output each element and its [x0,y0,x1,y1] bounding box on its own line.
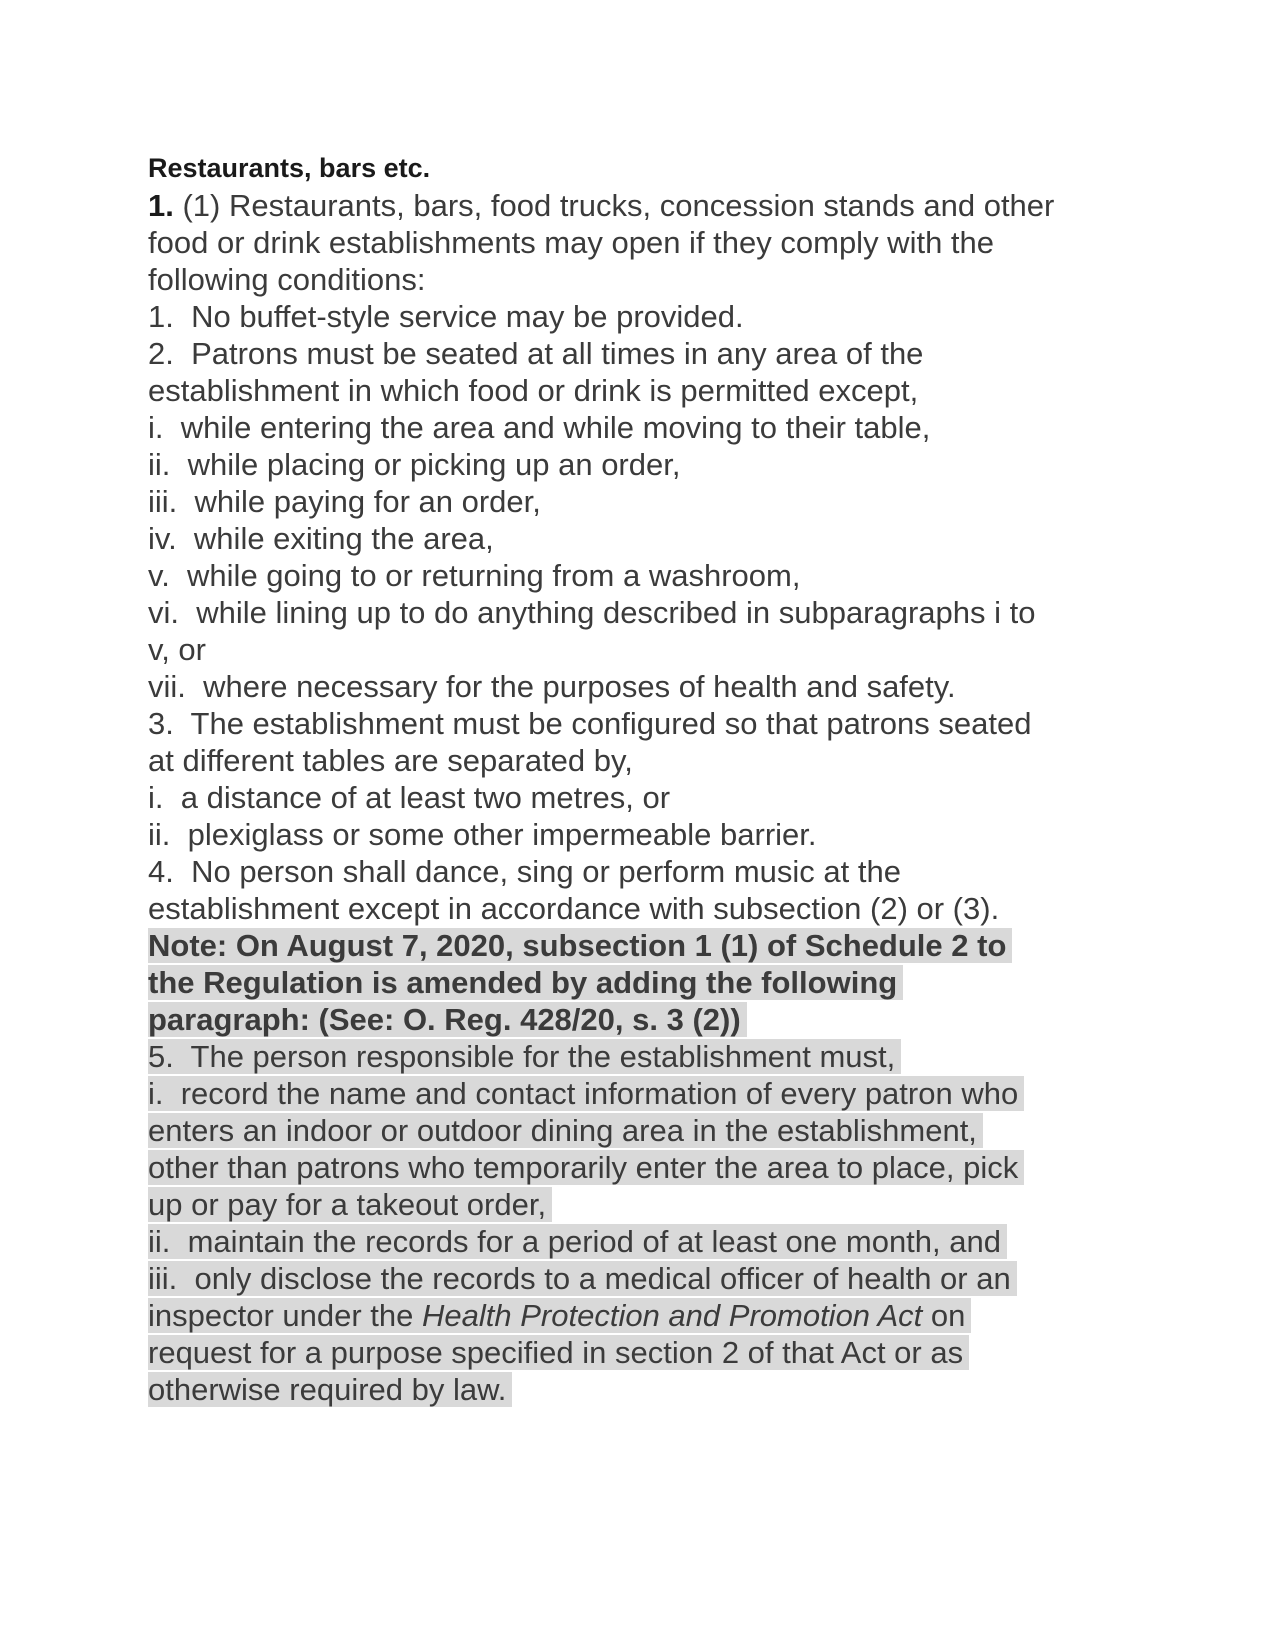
section-heading: Restaurants, bars etc. [148,153,431,183]
amendment-note-line [148,1001,1148,1038]
section-intro-line: following conditions: [148,262,426,297]
subparagraph-line: vi. while lining up to do anything described in subparagraphs i to [148,595,1036,630]
amended-paragraph-line [148,1260,1148,1297]
paragraph-line: establishment except in accordance with subsection (2) or (3). [148,891,1000,926]
highlighted-text: up or pay for a takeout order, [148,1187,552,1222]
amendment-note-line [148,927,1148,964]
highlighted-text: ii. maintain the records for a period of at least one month, and [148,1224,1007,1259]
act-line-after: on [922,1298,966,1333]
subparagraph-line: vii. where necessary for the purposes of health and safety. [148,669,956,704]
act-line-before: inspector under the [148,1298,423,1333]
subparagraph-line: i. while entering the area and while moving to their table, [148,410,931,445]
section-intro-text: (1) Restaurants, bars, food trucks, concession stands and other [173,188,1055,223]
subparagraph-line: iv. while exiting the area, [148,521,494,556]
highlighted-text: other than patrons who temporarily enter the area to place, pick [148,1150,1024,1185]
section-intro-line [148,187,1148,224]
amended-paragraph-line [148,1038,1148,1075]
highlighted-text: 5. The person responsible for the establishment must, [148,1039,901,1074]
amended-paragraph-line [148,1149,1148,1186]
amended-paragraph-line [148,1075,1148,1112]
highlighted-text: iii. only disclose the records to a medical officer of health or an [148,1261,1017,1296]
amended-paragraph-line [148,1297,1148,1334]
section-number: 1. [148,188,174,223]
amended-paragraph-line [148,1112,1148,1149]
highlighted-note-text: paragraph: (See: O. Reg. 428/20, s. 3 (2)) [148,1002,747,1037]
paragraph-line: 3. The establishment must be configured so that patrons seated [148,706,1032,741]
subparagraph-line: i. a distance of at least two metres, or [148,780,671,815]
act-name: Health Protection and Promotion Act [422,1298,923,1333]
amended-paragraph-line [148,1186,1148,1223]
section-intro-line: food or drink establishments may open if they comply with the [148,225,995,260]
highlighted-text: i. record the name and contact information of every patron who [148,1076,1024,1111]
highlighted-note-text: the Regulation is amended by adding the following [148,965,903,1000]
subparagraph-line: ii. while placing or picking up an order, [148,447,681,482]
highlighted-text: otherwise required by law. [148,1372,512,1407]
subparagraph-line: v. while going to or returning from a washroom, [148,558,801,593]
amended-paragraph-line [148,1371,1148,1408]
paragraph-line: at different tables are separated by, [148,743,633,778]
subparagraph-line: ii. plexiglass or some other impermeable barrier. [148,817,817,852]
highlighted-act-line [148,1298,971,1333]
highlighted-text: enters an indoor or outdoor dining area in the establishment, [148,1113,983,1148]
amendment-note-line [148,964,1148,1001]
highlighted-text: request for a purpose specified in section 2 of that Act or as [148,1335,969,1370]
amended-paragraph-line [148,1334,1148,1371]
amended-paragraph-line [148,1223,1148,1260]
subparagraph-line: iii. while paying for an order, [148,484,541,519]
paragraph-line: 1. No buffet-style service may be provided. [148,299,744,334]
document-page [148,150,1148,1408]
subparagraph-line: v, or [148,632,206,667]
paragraph-line: 4. No person shall dance, sing or perform music at the [148,854,901,889]
paragraph-line: 2. Patrons must be seated at all times in any area of the [148,336,924,371]
paragraph-line: establishment in which food or drink is permitted except, [148,373,919,408]
highlighted-note-text: Note: On August 7, 2020, subsection 1 (1) of Schedule 2 to [148,928,1012,963]
